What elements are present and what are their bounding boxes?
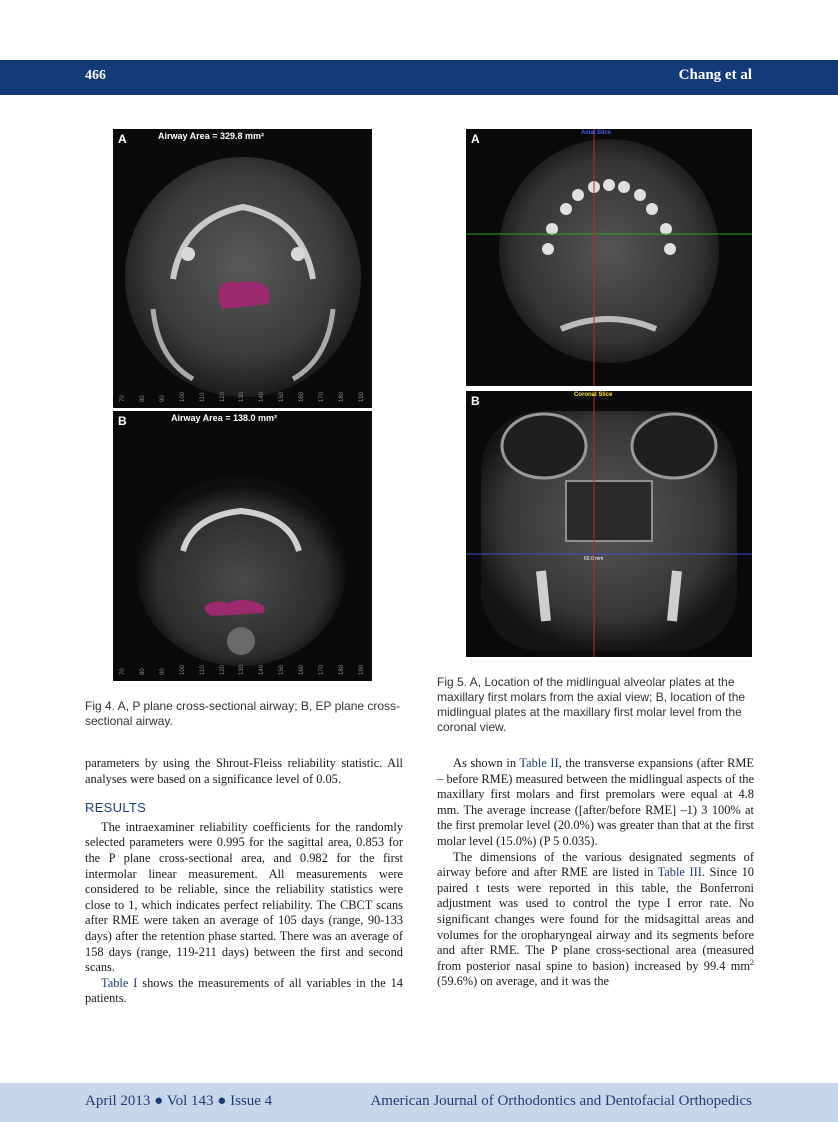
fig4-a-airway-area: Airway Area = 329.8 mm² [158,131,264,141]
fig5-a-label: A [471,132,480,146]
issue-info: April 2013 ● Vol 143 ● Issue 4 [85,1093,273,1109]
fig5-b-label: B [471,394,480,408]
fig4-a-ruler: 70 80 90 100 110 120 130 140 150 160 170 180 190 [119,391,366,402]
left-paragraph-2: The intraexaminer reliability coefficients for the randomly selected parameters were 0.995 for the sagittal area, 0.853 for the P plane cross-sectional area, and 0.982 for the first intermolar linear measurement. All measurements were considered to be reliable, since the reliability statistics were close to 1, which indicates perfect reliability. The CBCT scans after RME were taken an average of 105 days (range, 90-133 days) after the retention phase started. There was an average of 158 days (range, 119-211 days) between the first and second scans. [85,819,403,975]
fig5-caption: Fig 5. A, Location of the midlingual alveolar plates at the maxillary first molars from the axial view; B, location of the midlingual plates at the maxillary first molar level from the coronal view. [437,675,746,734]
running-footer [0,1083,838,1122]
fig4-caption: Fig 4. A, P plane cross-sectional airway; B, EP plane cross-sectional airway. [85,699,401,728]
running-header [0,60,838,95]
table-1-link[interactable]: Table I [101,975,138,990]
journal-name: American Journal of Orthodontics and Dentofacial Orthopedics [370,1093,752,1109]
fig4-b-airway-area: Airway Area = 138.0 mm² [171,413,277,423]
fig5-a-slice-label: Axial Slice [581,130,612,136]
fig4-a-scan-image [113,129,372,408]
results-heading: RESULTS [85,800,147,816]
fig4-a-label: A [118,132,127,146]
left-paragraph-3: Table I shows the measurements of all variables in the 14 patients. [85,975,403,1006]
fig4-b-ruler: 70 80 90 100 110 120 130 140 150 160 170 180 190 [119,664,366,675]
right-paragraph-1: As shown in Table II, the transverse expansions (after RME – before RME) measured between the midlingual aspects of the maxillary first molars and first premolars were equal at 4.8 mm. The average increase ([after/before RME] –1) 3 100% at the first premolar level (20.0%) was greater than that at the first molar level (15.0%) (P 5 0.035). [437,756,754,848]
table-2-link[interactable]: Table II [519,756,559,770]
fig5-panel-a [466,129,752,386]
left-column [85,756,403,1007]
page-number: 466 [85,68,106,83]
fig5-b-scan-image [466,391,752,657]
left-paragraph-1: parameters by using the Shrout-Fleiss reliability statistic. All analyses were based on a significance level of 0.05. [85,756,403,786]
fig5-b-measurement: 60.0 mm [584,556,604,562]
fig4-b-label: B [118,414,127,428]
fig5-a-scan-image [466,129,752,386]
right-column [437,756,754,990]
right-paragraph-2: The dimensions of the various designated segments of airway before and after RME are listed in Table III. Since 10 paired t tests were reported in this table, the Bonferroni adjustment was used to control the type I error rate. No significant changes were found for the midsagittal areas and volumes for the oropharyngeal airway and its segments before and after RME. The P plane cross-sectional area (measured from posterior nasal spine to basion) increased by 99.4 $mm^2$ (59.6%) on average, and it was the [437,849,754,989]
table-3-link[interactable]: Table III [657,865,702,880]
fig4-panel-b [113,411,372,681]
fig4-b-scan-image [113,411,372,681]
fig4-panel-a [113,129,372,408]
running-head: Chang et al [678,67,752,83]
fig5-b-slice-label: Coronal Slice [574,392,613,398]
fig5-panel-b [466,391,752,657]
